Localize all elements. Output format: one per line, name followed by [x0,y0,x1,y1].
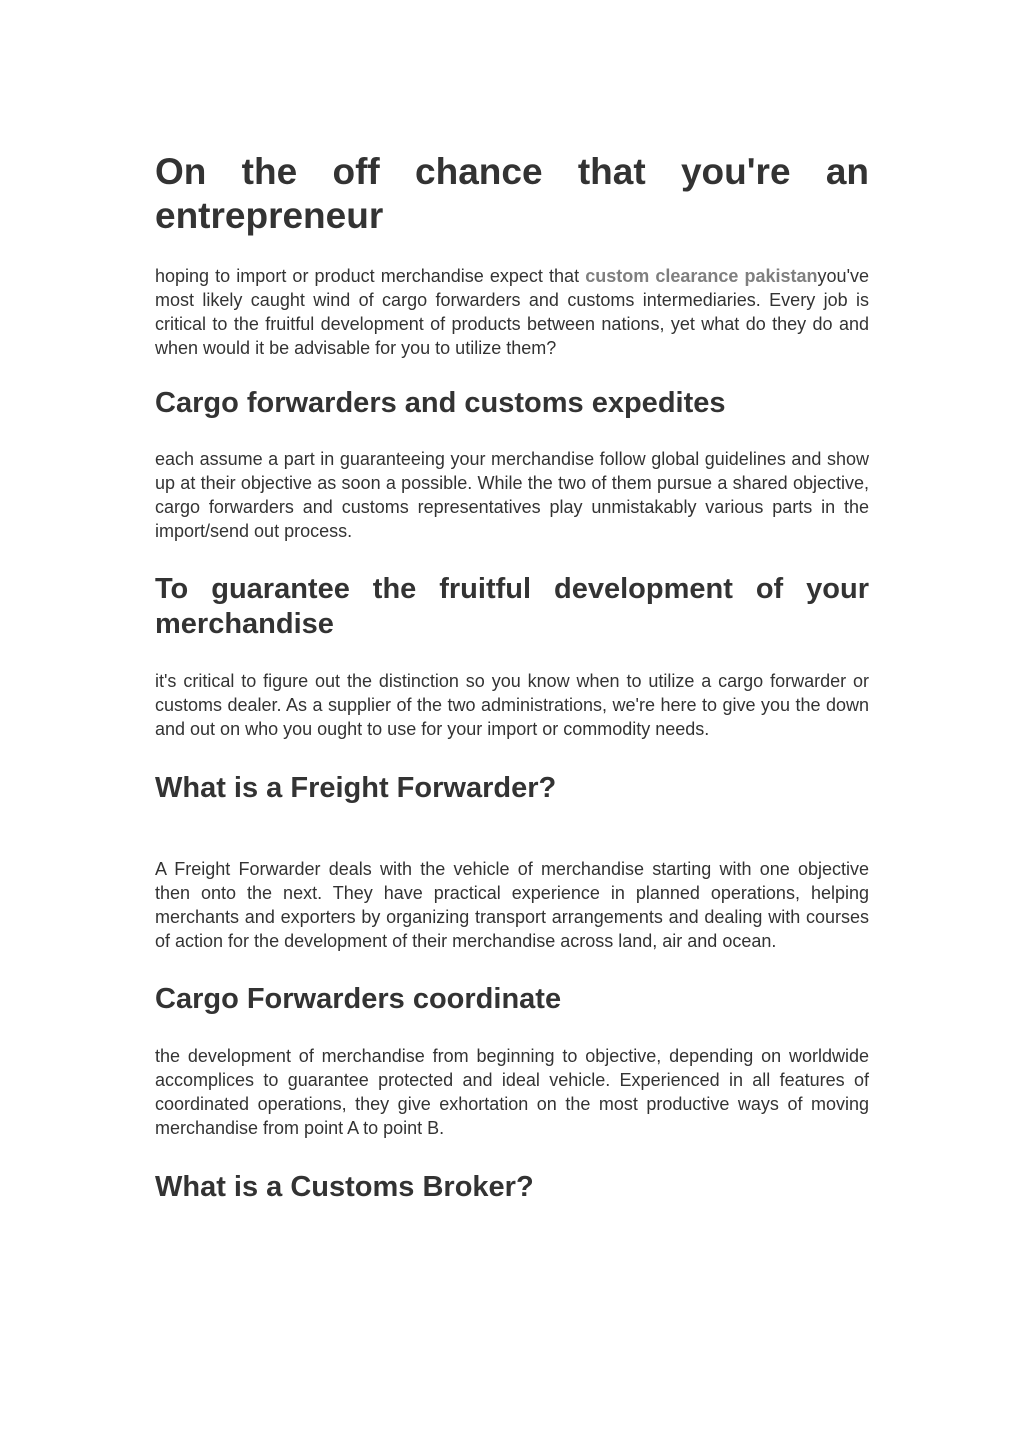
document-page [155,150,869,1205]
section-heading-cargo-forwarders-customs: Cargo forwarders and customs expedites [155,387,726,419]
section-body-freight-forwarder: A Freight Forwarder deals with the vehicle of merchandise starting with one objective then onto the next. They have practical experience in planned operations, helping merchants and exporters by organizing transport arrangements and dealing with courses of action for the development of their merchandise across land, air and ocean. [155,859,869,951]
document-title: On the off chance that you're an entrepreneur [155,151,869,236]
section-heading-cargo-forwarders-coordinate: Cargo Forwarders coordinate [155,983,562,1015]
section-heading-guarantee-development: To guarantee the fruitful development of your merchandise [155,573,869,640]
intro-text-before-link: hoping to import or product merchandise expect that [155,266,586,286]
section-heading-customs-broker: What is a Customs Broker? [155,1171,534,1203]
section-body-cargo-forwarders-customs: each assume a part in guaranteeing your merchandise follow global guidelines and show up at their objective as soon a possible. While the two of them pursue a shared objective, cargo forwarders and customs representatives play unmistakably various parts in the import/send out process. [155,449,869,541]
section-body-guarantee-development: it's critical to figure out the distinction so you know when to utilize a cargo forwarder or customs dealer. As a supplier of the two administrations, we're here to give you the down and out on who you ought to use for your import or commodity needs. [155,671,869,739]
intro-paragraph [155,264,869,360]
custom-clearance-link[interactable]: custom clearance pakistan [585,266,818,286]
intro-text-after-link: you've most likely caught wind of cargo forwarders and customs intermediaries. Every job is critical to the fruitful development of products between nations, yet what do they do and when would it be advisable for you to utilize them? [155,266,870,358]
section-body-cargo-forwarders-coordinate: the development of merchandise from beginning to objective, depending on worldwide accomplices to guarantee protected and ideal vehicle. Experienced in all features of coordinated operations, they give exhortation on the most productive ways of moving merchandise from point A to point B. [155,1046,869,1138]
section-heading-freight-forwarder: What is a Freight Forwarder? [155,772,557,804]
